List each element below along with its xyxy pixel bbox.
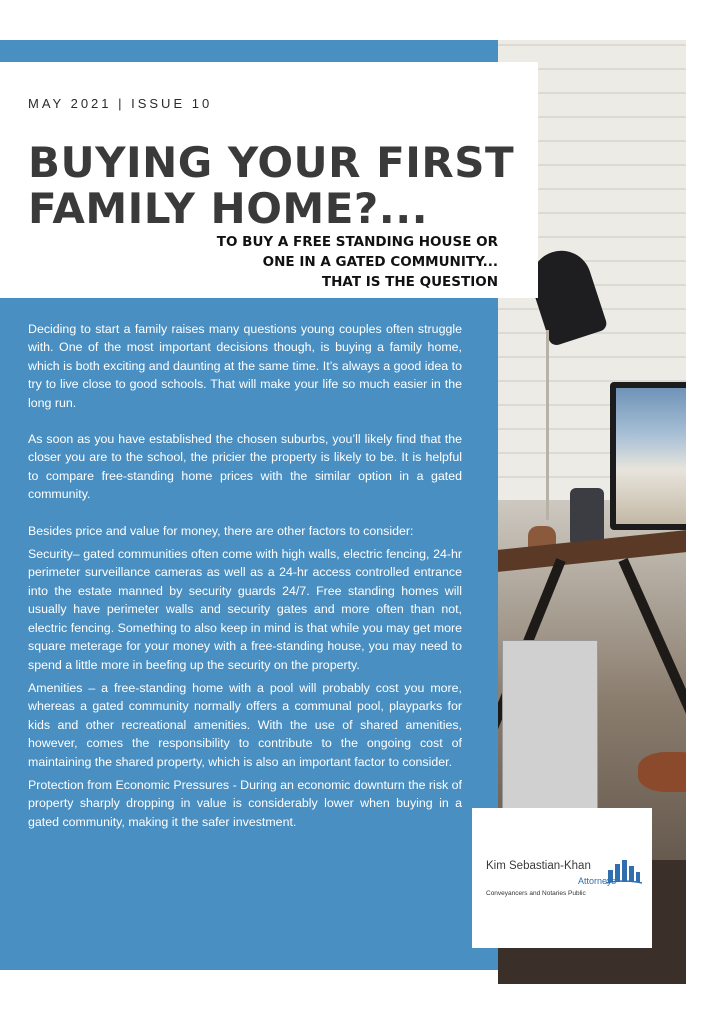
paragraph-factors: Besides price and value for money, there are other factors to consider: — [28, 523, 414, 538]
firm-subtitle: Attorneys — [578, 876, 617, 886]
subtitle-line-3: THAT IS THE QUESTION — [321, 274, 498, 290]
firm-tagline: Conveyancers and Notaries Public — [486, 890, 586, 897]
photo-lamp-pole — [546, 330, 549, 520]
photo-speaker — [570, 488, 604, 546]
photo-monitor-screen — [616, 388, 686, 524]
paragraph-economic: Protection from Economic Pressures - During an economic downturn the risk of property sharply dropping in value is considerably lower when buying in a gated community, making it the safer investment. — [28, 777, 462, 829]
title-line-2: FAMILY HOME?... — [28, 184, 429, 233]
page-title — [28, 140, 528, 232]
title-line-1: BUYING YOUR FIRST — [28, 138, 515, 187]
firm-logo-card — [472, 808, 652, 948]
photo-stool — [638, 752, 686, 792]
photo-monitor — [610, 382, 686, 530]
paragraph-suburbs: As soon as you have established the chosen suburbs, you’ll likely find that the closer you are to the school, the pricier the property is likely to be. It is helpful to compare free-standing home prices with the similar option in a gated community. — [28, 432, 462, 502]
subtitle-line-1: TO BUY A FREE STANDING HOUSE OR — [216, 234, 498, 250]
paragraph-intro: Deciding to start a family raises many questions young couples often struggle with. One of the most important decisions though, is buying a family home, which is both exciting and daunting at the same time. It’s always a good idea to try to live close to good schools. That will make your life so much easier in the long run. — [28, 322, 462, 410]
paragraph-amenities: Amenities – a free-standing home with a pool will probably cost you more, whereas a gated community normally offers a communal pool, playparks for kids and other recreational amenities. With the use of shared amenities, however, comes the responsibility to contribute to the ongoing cost of maintaining the shared property, which is also an important factor to consider. — [28, 680, 462, 769]
issue-line: MAY 2021 | ISSUE 10 — [28, 96, 213, 111]
article-body — [28, 320, 462, 831]
subtitle — [138, 232, 498, 292]
firm-name: Kim Sebastian-Khan — [486, 860, 591, 872]
paragraph-security: Security– gated communities often come with high walls, electric fencing, 24-hr perimeter surveillance cameras as well as a 24-hr access controlled entrance into the estate manned by security guards 24/7. Free standing homes will usually have perimeter walls and security gates and more often than not, electric fencing. Something to also keep in mind is that while you may get more square meterage for your money with a free-standing house, you may need to spend a little more in beefing up the security on the property. — [28, 547, 462, 672]
subtitle-line-2: ONE IN A GATED COMMUNITY... — [262, 254, 498, 270]
